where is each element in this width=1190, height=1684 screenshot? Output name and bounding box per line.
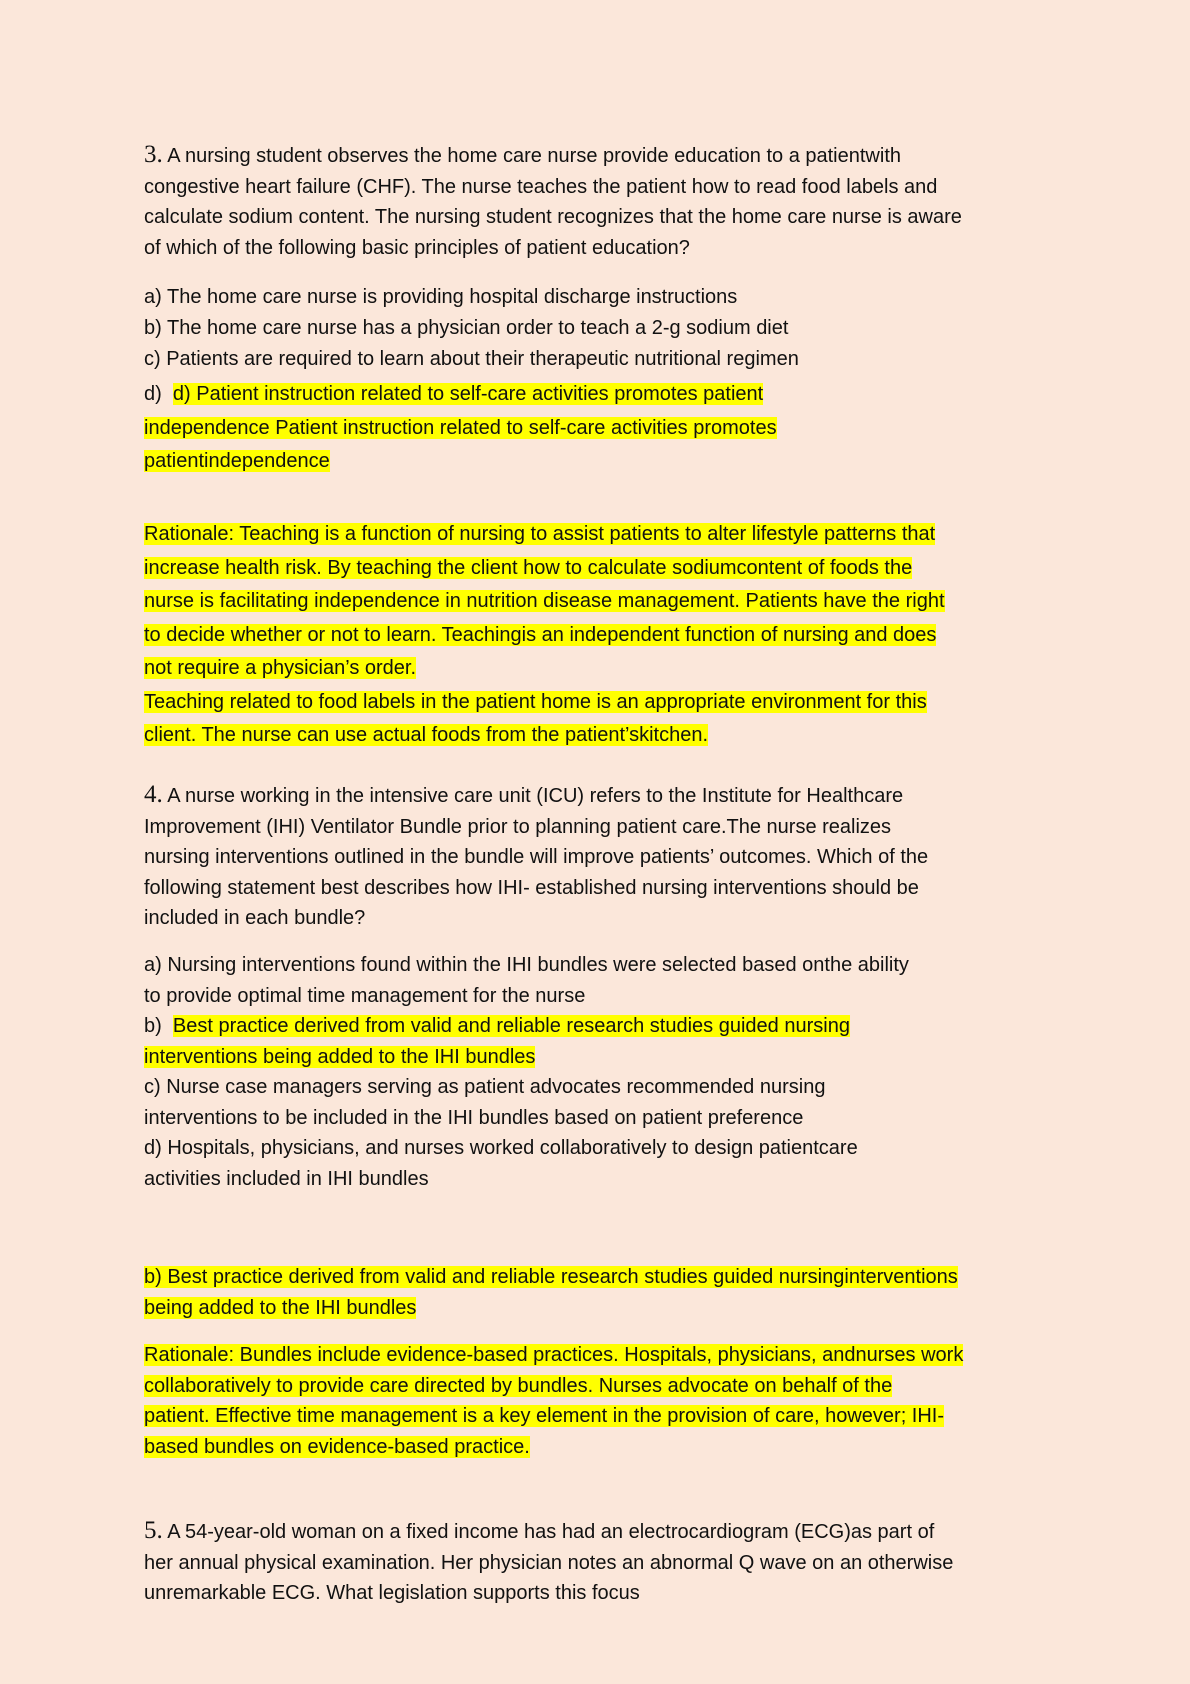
q4-rationale-line-1: Rationale: Bundles include evidence-based practices. Hospitals, physicians, andnurses work — [144, 1344, 964, 1366]
q4-options — [144, 950, 1064, 1194]
q3-rationale-line-1: Rationale: Teaching is a function of nursing to assist patients to alter lifestyle patterns that — [144, 523, 936, 545]
q3-option-d-line-3: patientindependence — [144, 450, 330, 472]
q5-stem-line-3: unremarkable ECG. What legislation supports this focus — [144, 1582, 640, 1604]
q4-option-b-line-1: b) Best practice derived from valid and reliable research studies guided nursing — [144, 1015, 850, 1037]
q3-option-d-line-2: independence Patient instruction related to self-care activities promotes — [144, 416, 777, 439]
q4-stem-line-4: following statement best describes how IHI- established nursing interventions should be — [144, 876, 919, 899]
q5-number: 5. — [144, 1517, 163, 1544]
q4-option-b-prefix: b) — [144, 1015, 173, 1037]
q3-stem-line-1: 3. A nursing student observes the home care nurse provide education to a patientwith — [144, 141, 901, 168]
q4-option-d-line-2: activities included in IHI bundles — [144, 1167, 429, 1190]
q4-rationale-line-3: patient. Effective time management is a key element in the provision of care, however; IHI- — [144, 1405, 945, 1427]
q3-rationale-line-4: to decide whether or not to learn. Teachingis an independent function of nursing and does — [144, 623, 937, 646]
q4-stem-line-2: Improvement (IHI) Ventilator Bundle prior to planning patient care.The nurse realizes — [144, 815, 892, 838]
q4-stem-line-1: 4. A nurse working in the intensive care unit (ICU) refers to the Institute for Healthcare — [144, 781, 904, 808]
q3-rationale-line-5: not require a physician’s order. — [144, 657, 417, 679]
q3-option-a: a) The home care nurse is providing hospital discharge instructions — [144, 286, 738, 308]
q5-stem-line-1: 5. A 54-year-old woman on a fixed income has had an electrocardiogram (ECG)as part of — [144, 1517, 935, 1544]
q3-number: 3. — [144, 141, 163, 168]
q4-answer-line-2: being added to the IHI bundles — [144, 1296, 417, 1319]
q4-number: 4. — [144, 781, 163, 808]
q3-stem-line-2: congestive heart failure (CHF). The nurse teaches the patient how to read food labels and — [144, 175, 938, 198]
q4-answer — [144, 1262, 1064, 1323]
q4-rationale — [144, 1340, 1064, 1462]
q3-option-c: c) Patients are required to learn about their therapeutic nutritional regimen — [144, 348, 799, 370]
q4-option-a-line-2: to provide optimal time management for the nurse — [144, 984, 586, 1007]
q3-stem-line-4: of which of the following basic principles of patient education? — [144, 236, 690, 259]
q3-option-d-line-1: d) d) Patient instruction related to self-care activities promotes patient — [144, 383, 764, 405]
q4-rationale-line-4: based bundles on evidence-based practice. — [144, 1435, 530, 1458]
q5-stem-line-2: her annual physical examination. Her physician notes an abnormal Q wave on an otherwise — [144, 1551, 954, 1574]
q3-rationale-line-6: Teaching related to food labels in the patient home is an appropriate environment for this — [144, 690, 927, 713]
q4-answer-line-1: b) Best practice derived from valid and reliable research studies guided nursinginterventions — [144, 1266, 958, 1288]
q3-rationale-line-2: increase health risk. By teaching the client how to calculate sodiumcontent of foods the — [144, 556, 913, 579]
q3-rationale-line-3: nurse is facilitating independence in nutrition disease management. Patients have the right — [144, 590, 945, 612]
q3-option-b: b) The home care nurse has a physician order to teach a 2-g sodium diet — [144, 317, 789, 339]
q3-stem-line-3: calculate sodium content. The nursing student recognizes that the home care nurse is aware — [144, 206, 962, 228]
q3-options — [144, 282, 1064, 375]
q3-rationale — [144, 518, 1064, 753]
q3-option-d-prefix: d) — [144, 383, 173, 405]
q4-option-c-line-1: c) Nurse case managers serving as patient advocates recommended nursing — [144, 1076, 826, 1098]
q4-option-a-line-1: a) Nursing interventions found within the IHI bundles were selected based onthe ability — [144, 954, 909, 976]
q3-stem — [144, 140, 1064, 263]
q3-rationale-line-7: client. The nurse can use actual foods from the patient’skitchen. — [144, 724, 709, 746]
q3-option-d — [144, 378, 1064, 479]
q4-option-c-line-2: interventions to be included in the IHI bundles based on patient preference — [144, 1106, 804, 1129]
q5-stem — [144, 1516, 1064, 1609]
q4-stem-line-5: included in each bundle? — [144, 907, 366, 929]
q4-option-d-line-1: d) Hospitals, physicians, and nurses worked collaboratively to design patientcare — [144, 1137, 858, 1159]
q4-stem-line-3: nursing interventions outlined in the bundle will improve patients’ outcomes. Which of the — [144, 846, 929, 868]
q4-option-b-line-2: interventions being added to the IHI bundles — [144, 1045, 536, 1068]
q4-stem — [144, 780, 1064, 934]
q4-rationale-line-2: collaboratively to provide care directed by bundles. Nurses advocate on behalf of the — [144, 1374, 893, 1397]
